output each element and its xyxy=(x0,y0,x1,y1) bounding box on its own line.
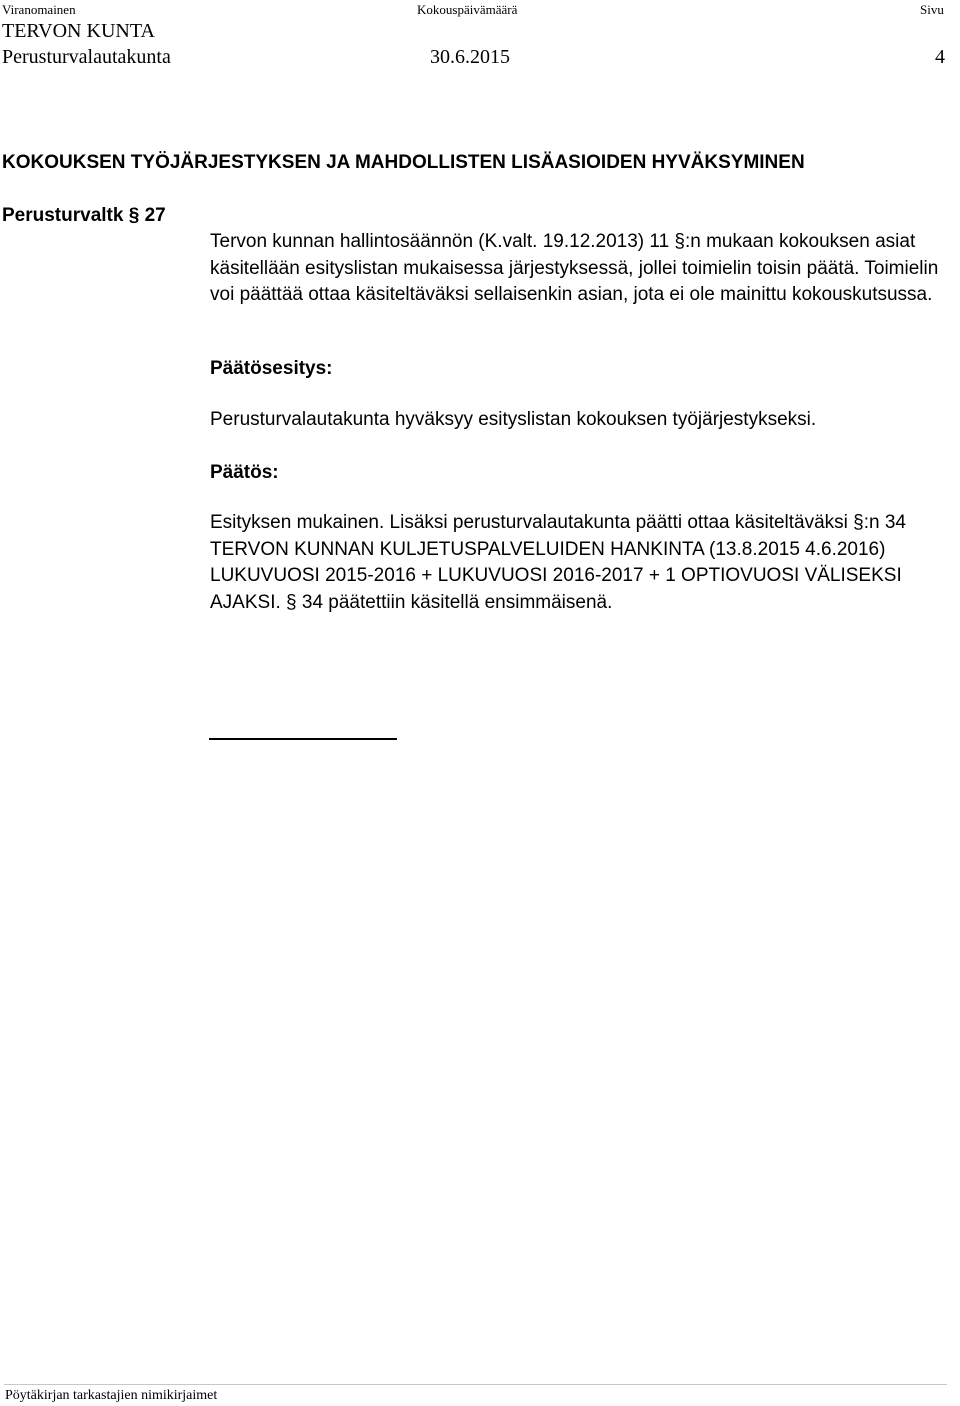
item-heading: KOKOUKSEN TYÖJÄRJESTYKSEN JA MAHDOLLISTEN LISÄASIOIDEN HYVÄKSYMINEN xyxy=(2,152,805,173)
header-authority-caption: Viranomainen xyxy=(2,2,76,17)
decision-label: Päätös: xyxy=(210,462,279,483)
footer-divider xyxy=(4,1384,947,1385)
authority-name: Perusturvalautakunta xyxy=(2,46,171,68)
signature-line xyxy=(209,738,397,740)
header-page-caption: Sivu xyxy=(920,2,944,17)
decision-text: Esityksen mukainen. Lisäksi perusturvalautakunta päätti ottaa käsiteltäväksi §:n 34 TERVON KUNNAN KULJETUSPALVELUIDEN HANKINTA (13.8.2015 4.6.2016) LUKUVUOSI 2015-2016 + LUKUVUOSI 2016-2017 + 1 OPTIOVUOSI VÄLISEKSI AJAKSI. § 34 päätettiin käsitellä ensimmäisenä. xyxy=(210,512,906,613)
footer-initials-label: Pöytäkirjan tarkastajien nimikirjaimet xyxy=(5,1388,218,1403)
section-reference: Perusturvaltk § 27 xyxy=(2,205,166,226)
municipality-name: TERVON KUNTA xyxy=(2,20,155,42)
header-date-caption: Kokouspäivämäärä xyxy=(417,2,518,17)
proposal-label: Päätösesitys: xyxy=(210,358,333,379)
meeting-date: 30.6.2015 xyxy=(430,46,510,68)
page-number: 4 xyxy=(935,46,945,68)
proposal-text: Perusturvalautakunta hyväksyy esityslistan kokouksen työjärjestykseksi. xyxy=(210,409,817,430)
intro-paragraph: Tervon kunnan hallintosäännön (K.valt. 19.12.2013) 11 §:n mukaan kokouksen asiat käsitellään esityslistan mukaisessa järjestyksessä, jollei toimielin toisin päätä. Toimielin voi päättää ottaa käsiteltäväksi sellaisenkin asian, jota ei ole mainittu kokouskutsussa. xyxy=(210,231,939,305)
